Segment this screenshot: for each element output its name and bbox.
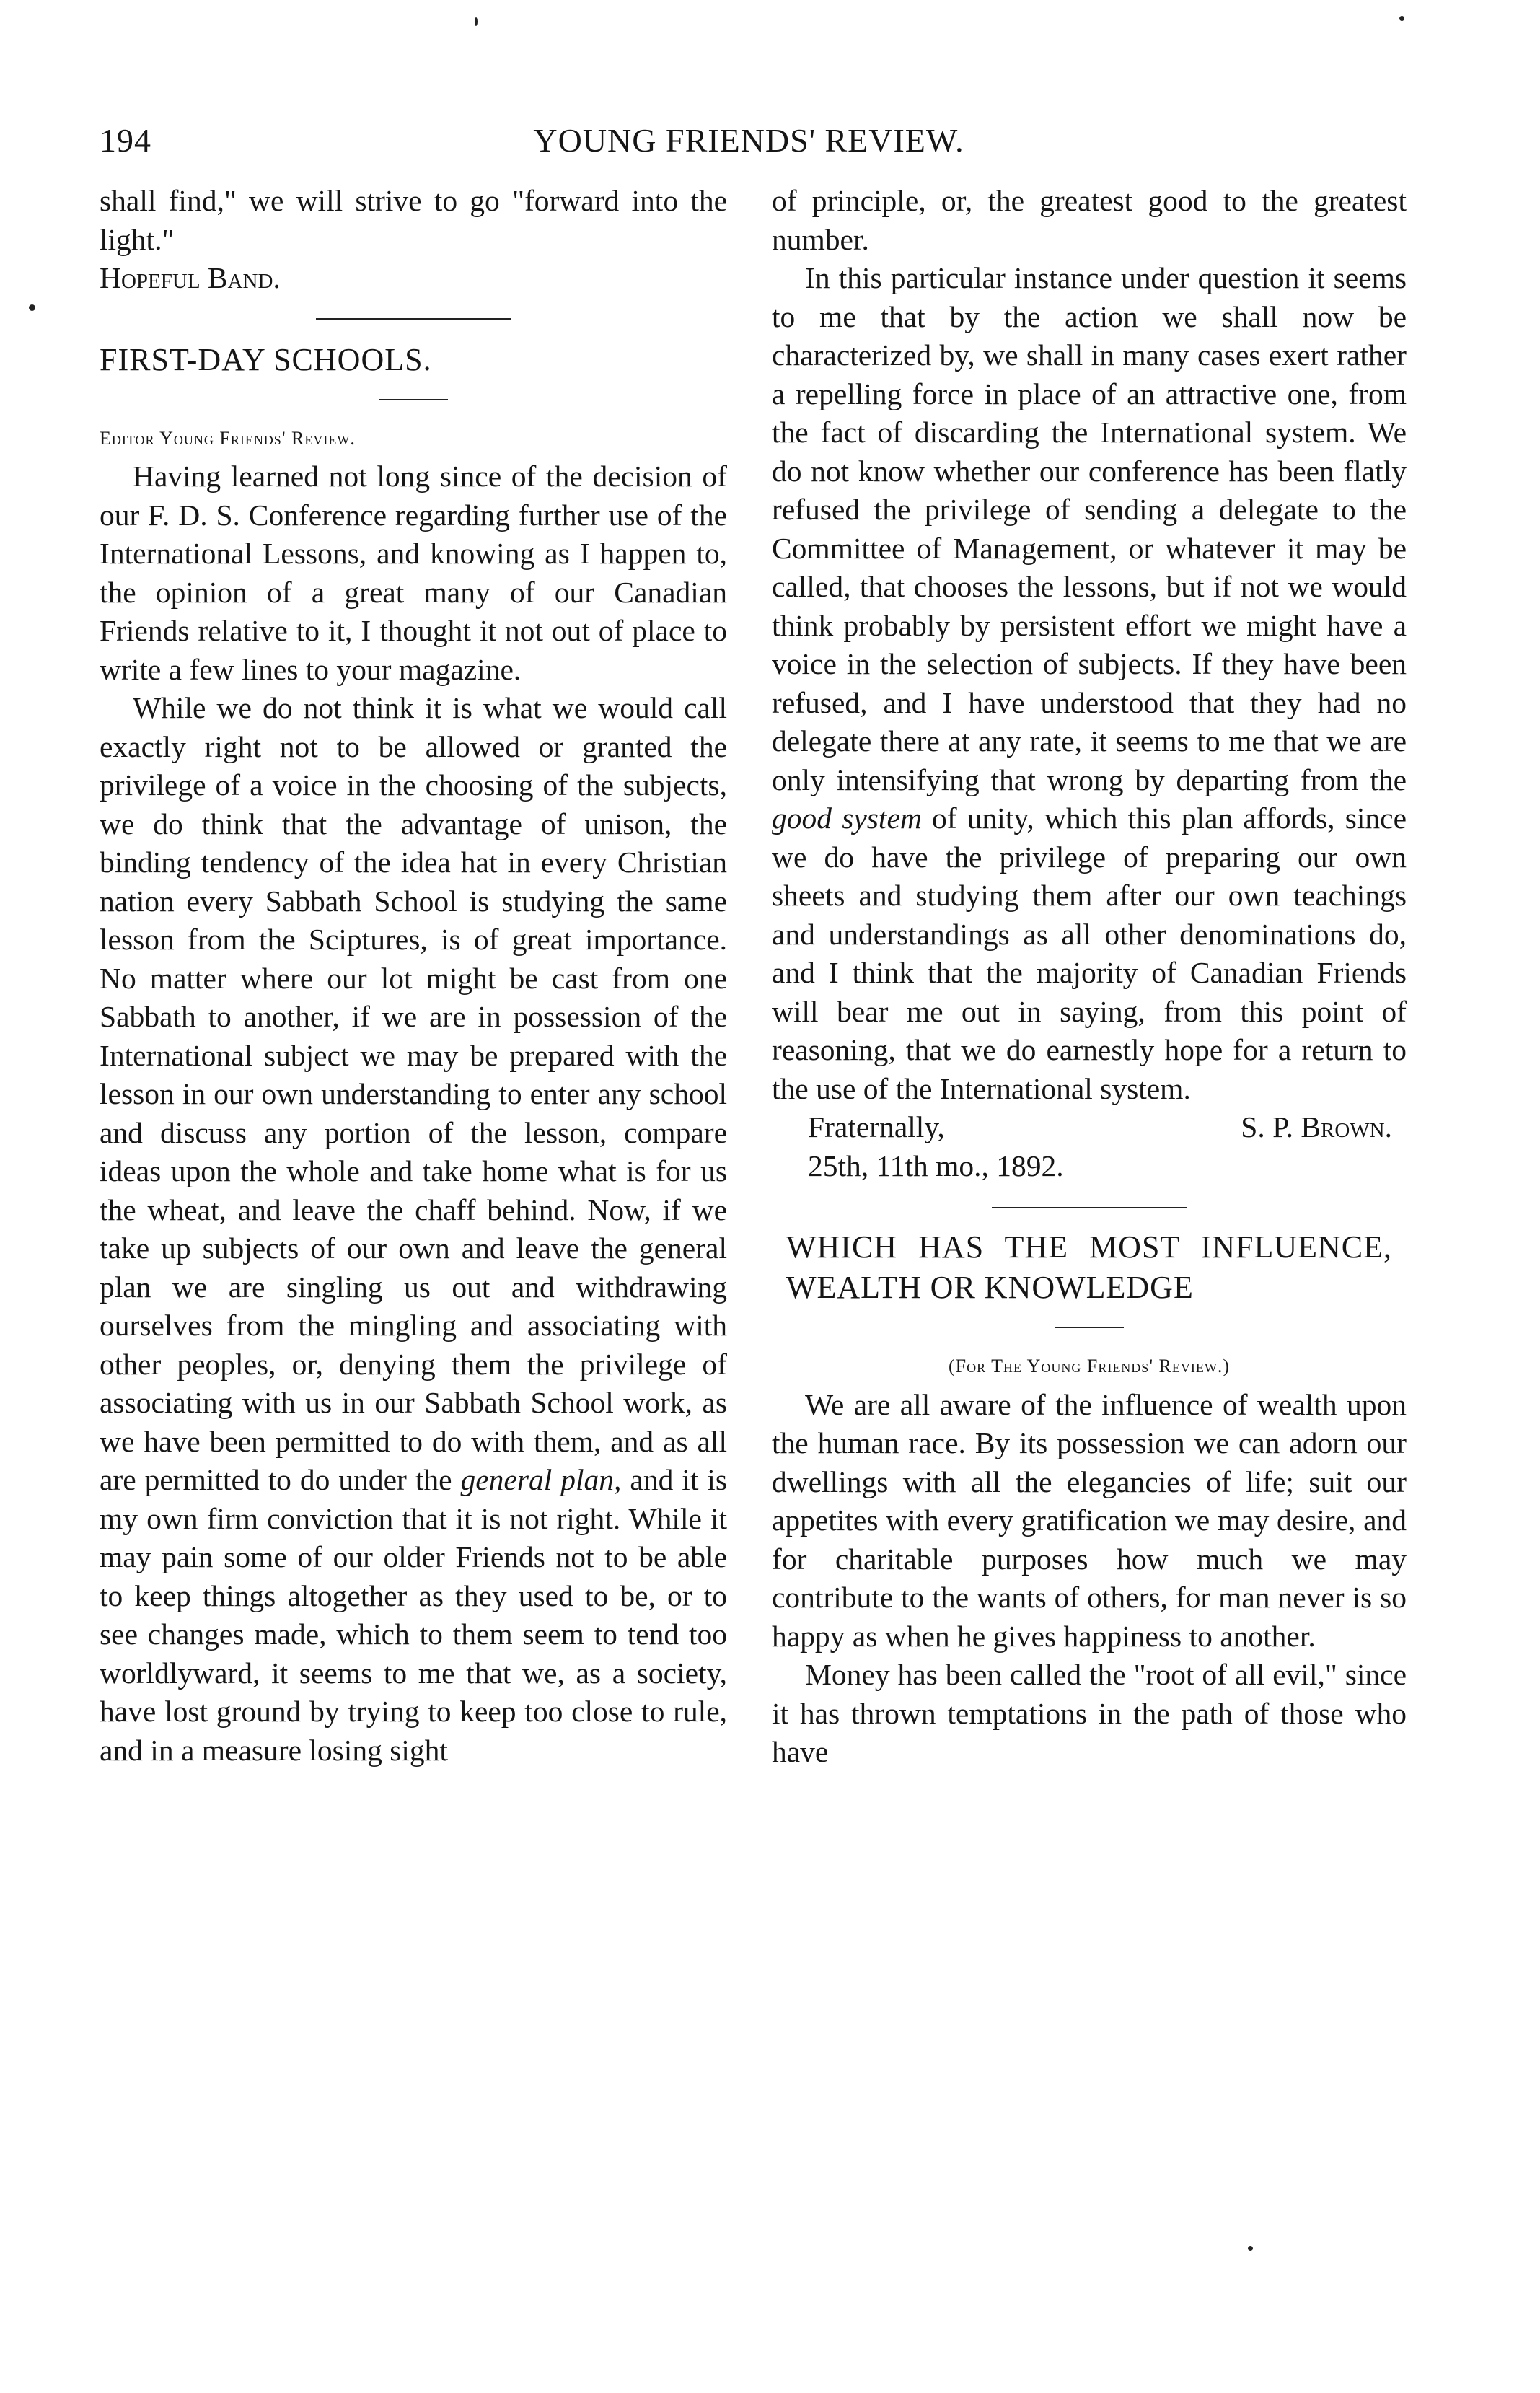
paragraph-5: Money has been called the "root of all evil," since it has thrown temptations in the path of those who have <box>772 1658 1407 1768</box>
scan-speck <box>1399 16 1404 21</box>
page-number: 194 <box>100 122 151 159</box>
section-divider <box>316 318 511 320</box>
paragraph-3-italic: good system <box>772 802 922 835</box>
paragraph-1: Having learned not long since of the decision of our F. D. S. Conference regarding further use of the International Lessons, and knowing as I happen to, the opinion of a great many of our Canadian Friends relative to it, I thought it not out of place to write a few lines to your magazine. <box>100 460 727 686</box>
running-header <box>100 121 1398 164</box>
section-heading-first-day-schools: FIRST-DAY SCHOOLS. <box>100 341 432 377</box>
journal-title: YOUNG FRIENDS' REVIEW. <box>533 122 964 159</box>
scan-speck <box>1248 2246 1253 2251</box>
intro-signature: Hopeful Band. <box>100 261 281 294</box>
paragraph-3-start: In this particular instance under question it seems to me that by the action we shall now be characterized by, we shall in many cases exert rather a repelling force in place of an attractive one, from the fact of discarding the International system. We do not know whether our conference has been flatly refused the privilege of sending a delegate to the Committee of Management, or whatever it may be called, that chooses the lessons, but if not we would think probably by persistent effort we might have a voice in the selection of subjects. If they have been refused, and I have understood that they had no delegate there at any rate, it seems to me that we are only intensifying that wrong by departing from the <box>772 261 1407 796</box>
editor-line: Editor Young Friends' Review. <box>100 427 356 449</box>
intro-text: shall find," we will strive to go "forward into the light." <box>100 184 727 256</box>
paragraph-2-italic: general plan, <box>460 1463 622 1496</box>
heading-rule <box>379 399 448 400</box>
scan-speck <box>29 304 35 311</box>
left-column <box>100 182 727 1770</box>
paragraph-3-end: of unity, which this plan affords, since we do have the privilege of preparing our own sheets and studying them after our own teachings and understandings as all other denominations do, and I think that the majority of Canadian Friends will bear me out in saying, from this point of reasoning, that we do earnestly hope for a return to the use of the International system. <box>772 802 1407 1105</box>
paragraph-2-end: and it is my own firm conviction that it is not right. While it may pain some of our older Friends not to be able to keep things altogether as they used to be, or to see changes made, which to them seem to tend too worldlyward, it seems to me that we, as a society, have lost ground by trying to keep too close to rule, and in a measure losing sight <box>100 1463 728 1767</box>
paragraph-continued: of principle, or, the greatest good to the greatest number. <box>772 184 1407 256</box>
scan-speck <box>475 17 478 26</box>
section-heading-wealth-knowledge: WHICH HAS THE MOST INFLUENCE, WEALTH OR KNOWLEDGE <box>786 1229 1392 1305</box>
for-review-line: (For The Young Friends' Review.) <box>949 1356 1230 1376</box>
paragraph-2 <box>100 689 727 1770</box>
paragraph-3 <box>772 259 1407 1108</box>
closing-line <box>772 1108 1407 1147</box>
closing-word: Fraternally, <box>808 1110 945 1143</box>
signer-name: S. P. Brown. <box>1241 1110 1392 1143</box>
paragraph-2-start: While we do not think it is what we would call exactly right not to be allowed or granted the privilege of a voice in the choosing of the subjects, we do think that the advantage of unison, the binding tendency of the idea hat in every Christian nation every Sabbath School is studying the same lesson from the Sciptures, is of great importance. No matter where our lot might be cast from one Sabbath to another, if we are in possession of the International subject we may be prepared with the lesson in our own understanding to enter any school and discuss any portion of the lesson, compare ideas upon the whole and take home what is for us the wheat, and leave the chaff behind. Now, if we take up subjects of our own and leave the general plan we are singling us out and withdrawing ourselves from the mingling and associating with other peoples, or, denying them the privilege of associating with us in our Sabbath School work, as we have been permitted to do with them, and as all are permitted to do under the <box>100 691 727 1496</box>
section-divider-2 <box>992 1207 1187 1208</box>
right-column <box>772 182 1407 1772</box>
heading-rule-2 <box>1055 1327 1124 1328</box>
letter-date: 25th, 11th mo., 1892. <box>808 1149 1064 1182</box>
paragraph-4: We are all aware of the influence of wealth upon the human race. By its possession we can adorn our dwellings with all the elegancies of life; suit our appetites with every gratification we may desire, and for charitable purposes how much we may contribute to the wants of others, for man never is so happy as when he gives happiness to another. <box>772 1387 1407 1653</box>
